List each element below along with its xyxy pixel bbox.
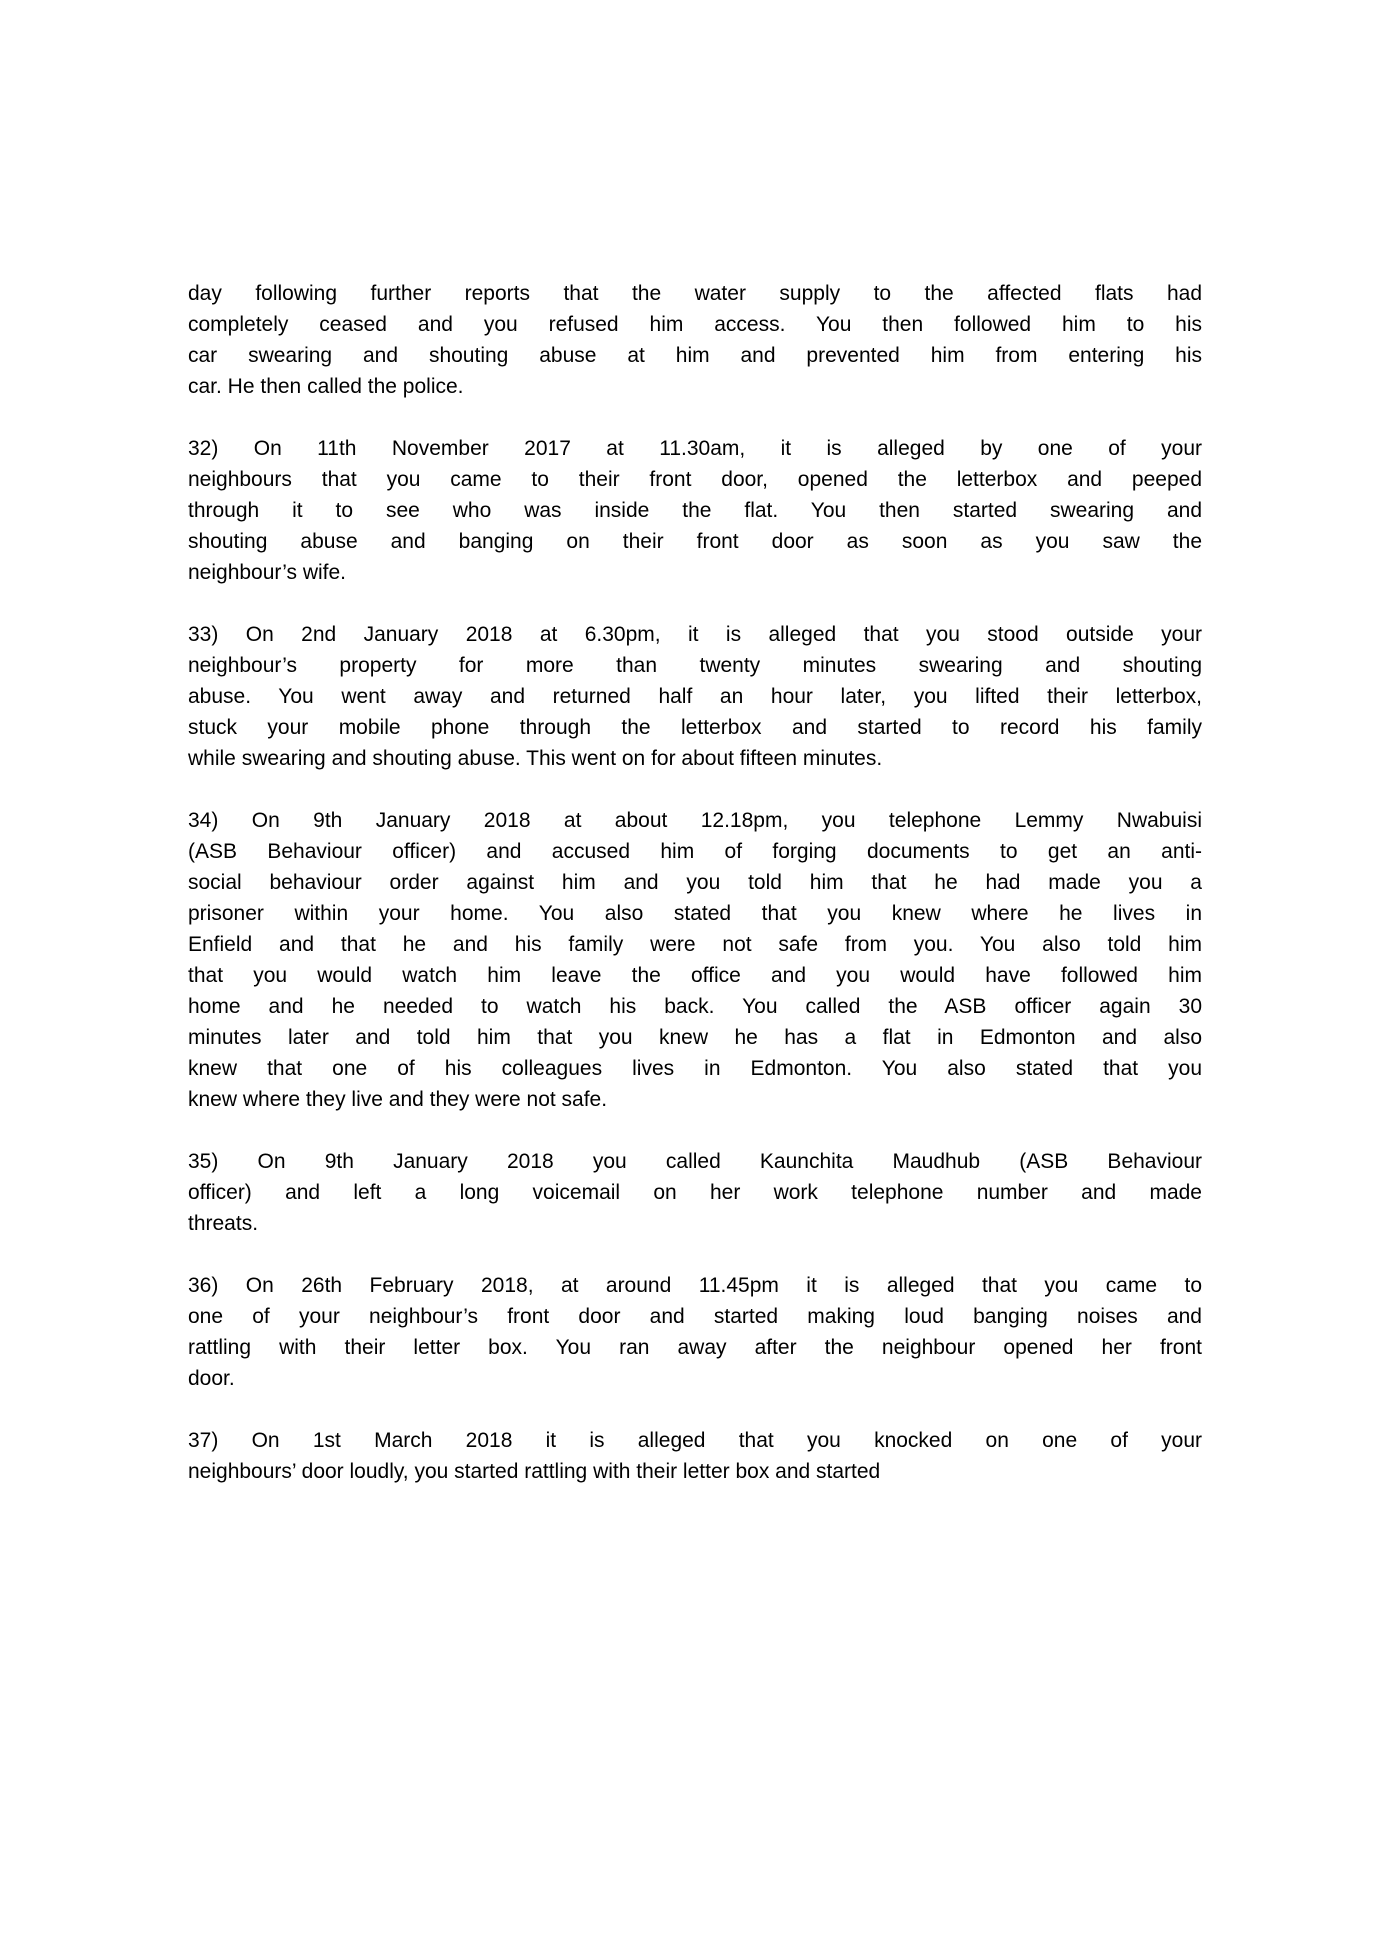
text-line: one of your neighbour’s front door and started making loud banging noises and — [188, 1305, 1202, 1328]
text-line: stuck your mobile phone through the letterbox and started to record his family — [188, 716, 1202, 739]
text-line: 32) On 11th November 2017 at 11.30am, it is alleged by one of your — [188, 437, 1202, 460]
text-line: car swearing and shouting abuse at him and prevented him from entering his — [188, 344, 1202, 367]
text-line: 34) On 9th January 2018 at about 12.18pm, you telephone Lemmy Nwabuisi — [188, 809, 1202, 832]
text-line: threats. — [188, 1212, 259, 1235]
paragraph-36 — [188, 1270, 1202, 1394]
text-line: knew where they live and they were not safe. — [188, 1088, 608, 1111]
paragraph-33 — [188, 619, 1202, 774]
text-line: neighbours’ door loudly, you started rattling with their letter box and started — [188, 1460, 881, 1483]
text-line: 37) On 1st March 2018 it is alleged that you knocked on one of your — [188, 1429, 1202, 1452]
paragraph-32 — [188, 433, 1202, 588]
text-line: 33) On 2nd January 2018 at 6.30pm, it is alleged that you stood outside your — [188, 623, 1202, 646]
text-line: social behaviour order against him and you told him that he had made you a — [188, 871, 1202, 894]
text-line: neighbour’s property for more than twenty minutes swearing and shouting — [188, 654, 1202, 677]
text-line: knew that one of his colleagues lives in Edmonton. You also stated that you — [188, 1057, 1202, 1080]
text-line: (ASB Behaviour officer) and accused him of forging documents to get an anti- — [188, 840, 1202, 863]
text-line: prisoner within your home. You also stated that you knew where he lives in — [188, 902, 1202, 925]
text-line: while swearing and shouting abuse. This went on for about fifteen minutes. — [188, 747, 883, 770]
document-text-block — [188, 278, 1202, 1518]
paragraph-continuation — [188, 278, 1202, 402]
text-line: neighbour’s wife. — [188, 561, 346, 584]
text-line: day following further reports that the water supply to the affected flats had — [188, 282, 1202, 305]
paragraph-34 — [188, 805, 1202, 1115]
text-line: car. He then called the police. — [188, 375, 464, 398]
text-line: home and he needed to watch his back. You called the ASB officer again 30 — [188, 995, 1202, 1018]
text-line: 35) On 9th January 2018 you called Kaunchita Maudhub (ASB Behaviour — [188, 1150, 1202, 1173]
text-line: door. — [188, 1367, 235, 1390]
text-line: abuse. You went away and returned half an hour later, you lifted their letterbox, — [188, 685, 1202, 708]
text-line: 36) On 26th February 2018, at around 11.45pm it is alleged that you came to — [188, 1274, 1202, 1297]
text-line: neighbours that you came to their front door, opened the letterbox and peeped — [188, 468, 1202, 491]
text-line: Enfield and that he and his family were not safe from you. You also told him — [188, 933, 1202, 956]
text-line: that you would watch him leave the office and you would have followed him — [188, 964, 1202, 987]
paragraph-37 — [188, 1425, 1202, 1487]
text-line: shouting abuse and banging on their front door as soon as you saw the — [188, 530, 1202, 553]
text-line: officer) and left a long voicemail on her work telephone number and made — [188, 1181, 1202, 1204]
text-line: completely ceased and you refused him access. You then followed him to his — [188, 313, 1202, 336]
text-line: rattling with their letter box. You ran away after the neighbour opened her front — [188, 1336, 1202, 1359]
text-line: through it to see who was inside the flat. You then started swearing and — [188, 499, 1202, 522]
paragraph-35 — [188, 1146, 1202, 1239]
text-line: minutes later and told him that you knew he has a flat in Edmonton and also — [188, 1026, 1202, 1049]
